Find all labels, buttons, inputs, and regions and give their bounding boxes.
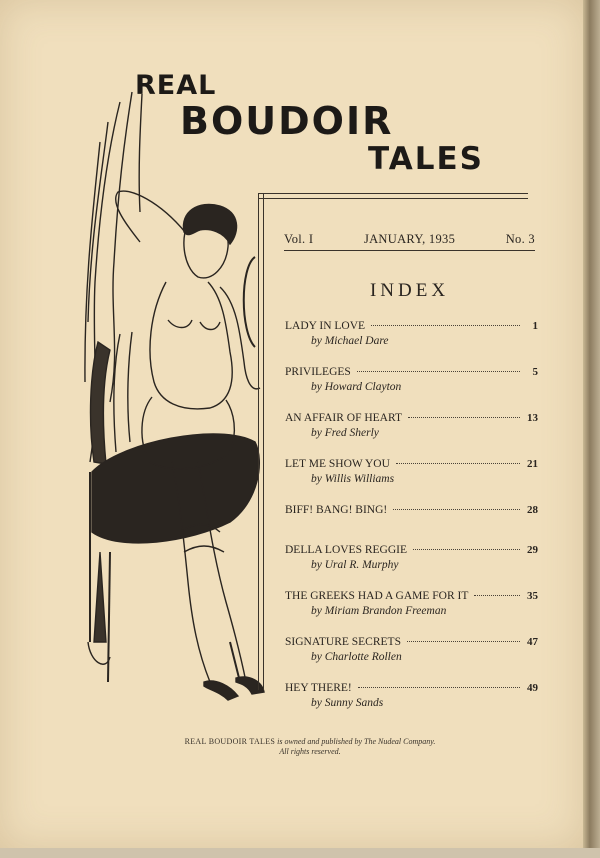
toc-entry bbox=[285, 412, 538, 458]
issue-info-bar bbox=[284, 232, 535, 251]
story-author: by Fred Sherly bbox=[311, 427, 379, 439]
story-title: DELLA LOVES REGGIE bbox=[285, 544, 408, 556]
story-author: by Charlotte Rollen bbox=[311, 651, 402, 663]
story-title: SIGNATURE SECRETS bbox=[285, 636, 401, 648]
toc-entry bbox=[285, 458, 538, 504]
story-author: by Sunny Sands bbox=[311, 697, 384, 709]
story-title: PRIVILEGES bbox=[285, 366, 351, 378]
page-number: 35 bbox=[527, 590, 538, 602]
publisher-statement: is owned and published by The Nudeal Company. bbox=[277, 737, 436, 746]
dot-leader bbox=[357, 371, 520, 372]
table-of-contents bbox=[285, 320, 538, 728]
story-author: by Howard Clayton bbox=[311, 381, 402, 393]
story-author: by Ural R. Murphy bbox=[311, 559, 399, 571]
page-number: 28 bbox=[527, 504, 538, 516]
toc-entry bbox=[285, 590, 538, 636]
rights-statement: All rights reserved. bbox=[279, 747, 341, 757]
masthead-tales: TALES bbox=[368, 141, 484, 177]
contents-frame-top-rule bbox=[258, 193, 528, 199]
story-title: HEY THERE! bbox=[285, 682, 352, 694]
story-title: LADY IN LOVE bbox=[285, 320, 366, 332]
dot-leader bbox=[408, 417, 520, 418]
publication-name: REAL BOUDOIR TALES bbox=[184, 737, 276, 746]
story-author: by Michael Dare bbox=[311, 335, 389, 347]
page-number: 13 bbox=[527, 412, 538, 424]
page-number: 1 bbox=[532, 320, 538, 332]
story-title: BIFF! BANG! BING! bbox=[285, 504, 388, 516]
page-number: 49 bbox=[527, 682, 538, 694]
issue-number: No. 3 bbox=[505, 232, 535, 246]
page-number: 21 bbox=[527, 458, 538, 470]
page-binding-edge bbox=[583, 0, 600, 858]
toc-entry bbox=[285, 504, 538, 544]
story-title: AN AFFAIR OF HEART bbox=[285, 412, 402, 424]
dot-leader bbox=[358, 687, 520, 688]
contents-frame-left-rule bbox=[258, 193, 264, 690]
issue-date: JANUARY, 1935 bbox=[363, 232, 456, 246]
page-number: 5 bbox=[532, 366, 538, 378]
page-bottom-edge bbox=[0, 848, 600, 858]
copyright-notice bbox=[110, 737, 510, 758]
dot-leader bbox=[371, 325, 520, 326]
story-title: THE GREEKS HAD A GAME FOR IT bbox=[285, 590, 469, 602]
seated-pinup-woman-illustration bbox=[80, 82, 265, 717]
toc-entry bbox=[285, 366, 538, 412]
story-author: by Miriam Brandon Freeman bbox=[311, 605, 447, 617]
dot-leader bbox=[396, 463, 520, 464]
toc-entry bbox=[285, 636, 538, 682]
page-number: 29 bbox=[527, 544, 538, 556]
dot-leader bbox=[393, 509, 520, 510]
toc-entry bbox=[285, 544, 538, 590]
page-number: 47 bbox=[527, 636, 538, 648]
dot-leader bbox=[413, 549, 520, 550]
masthead-boudoir: BOUDOIR bbox=[180, 99, 394, 143]
story-title: LET ME SHOW YOU bbox=[285, 458, 390, 470]
volume-label: Vol. I bbox=[284, 232, 314, 246]
toc-entry bbox=[285, 682, 538, 728]
story-author: by Willis Williams bbox=[311, 473, 395, 485]
toc-entry bbox=[285, 320, 538, 366]
index-heading: INDEX bbox=[369, 280, 450, 301]
dot-leader bbox=[407, 641, 520, 642]
dot-leader bbox=[474, 595, 520, 596]
masthead-real: REAL bbox=[135, 70, 217, 101]
